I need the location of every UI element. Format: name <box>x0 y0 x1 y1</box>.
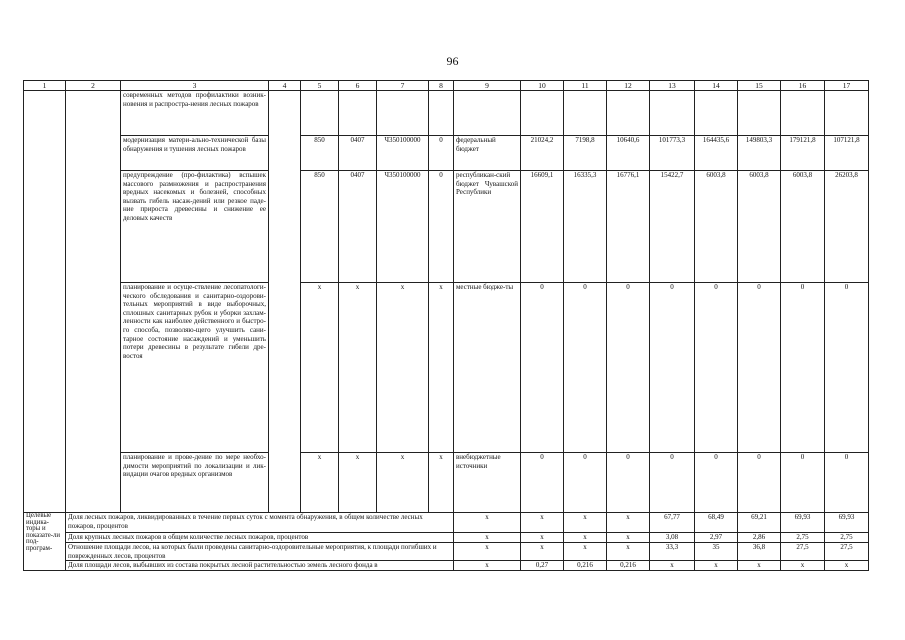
header-cell: 6 <box>339 81 377 91</box>
indicator-value: 0,216 <box>564 561 607 571</box>
source-cell: федеральный бюджет <box>454 136 521 171</box>
indicator-value: x <box>738 561 781 571</box>
indicator-value: x <box>521 533 564 543</box>
source-cell: местные бюдже-ты <box>454 283 521 453</box>
value-cell: 10640,6 <box>607 136 650 171</box>
indicator-value: 69,93 <box>781 513 825 533</box>
indicator-value: 0,27 <box>521 561 564 571</box>
indicator-value: 2,75 <box>781 533 825 543</box>
value-cell <box>695 91 738 136</box>
value-cell <box>564 91 607 136</box>
value-cell: 15422,7 <box>650 171 695 283</box>
indicator-value: x <box>564 513 607 533</box>
indicator-text: Отношение площади лесов, на которых были проведены санитарно-оздоровительные мероприятия, к площади погибших и поврежденных лесов, процентов <box>66 543 454 561</box>
empty-cell <box>269 91 301 513</box>
value-cell: 0 <box>607 283 650 453</box>
grbs-cell: x <box>301 283 339 453</box>
value-cell: 6003,8 <box>695 171 738 283</box>
indicator-text: Доля площади лесов, выбывших из состава покрытых лесной растительностью земель лесного фонда в <box>66 561 454 571</box>
header-cell: 5 <box>301 81 339 91</box>
indicator-row <box>24 513 869 533</box>
indicator-value: x <box>781 561 825 571</box>
table-row <box>24 283 869 453</box>
indicator-row <box>24 533 869 543</box>
csr-cell: Ч350100000 <box>377 171 429 283</box>
indicator-value: x <box>454 513 521 533</box>
rzpr-cell: 0407 <box>339 136 377 171</box>
header-cell: 14 <box>695 81 738 91</box>
indicator-value: 35 <box>695 543 738 561</box>
csr-cell: x <box>377 283 429 453</box>
measure-cell: модернизация матери-ально-технической базы обнаружения и тушения лесных пожаров <box>121 136 269 171</box>
header-cell: 1 <box>24 81 66 91</box>
value-cell: 0 <box>695 453 738 513</box>
header-cell: 4 <box>269 81 301 91</box>
indicator-value: x <box>564 533 607 543</box>
value-cell: 0 <box>781 283 825 453</box>
indicator-value: x <box>454 533 521 543</box>
value-cell: 16335,3 <box>564 171 607 283</box>
value-cell: 0 <box>825 283 869 453</box>
header-cell: 13 <box>650 81 695 91</box>
grbs-cell: 850 <box>301 136 339 171</box>
header-cell: 16 <box>781 81 825 91</box>
indicator-value: x <box>695 561 738 571</box>
value-cell: 164435,6 <box>695 136 738 171</box>
value-cell <box>607 91 650 136</box>
rzpr-cell: x <box>339 453 377 513</box>
indicator-value: 0,216 <box>607 561 650 571</box>
header-cell: 2 <box>66 81 121 91</box>
vr-cell: x <box>429 453 454 513</box>
value-cell <box>825 91 869 136</box>
value-cell: 179121,8 <box>781 136 825 171</box>
page-number: 96 <box>446 54 459 68</box>
header-cell: 3 <box>121 81 269 91</box>
measure-cell: современных методов профилактики возник-новения и распростра-нения лесных пожаров <box>121 91 269 136</box>
value-cell: 0 <box>738 453 781 513</box>
header-cell: 12 <box>607 81 650 91</box>
header-cell: 9 <box>454 81 521 91</box>
table-row <box>24 91 869 136</box>
table-row <box>24 171 869 283</box>
indicator-value: 2,97 <box>695 533 738 543</box>
value-cell <box>521 91 564 136</box>
header-cell: 15 <box>738 81 781 91</box>
indicator-value: x <box>454 561 521 571</box>
indicator-value: 68,49 <box>695 513 738 533</box>
indicator-text: Доля лесных пожаров, ликвидированных в течение первых суток с момента обнаружения, в общем количестве лесных пожаров, процентов <box>66 513 454 533</box>
indicator-value: x <box>607 533 650 543</box>
value-cell: 0 <box>521 283 564 453</box>
measure-cell: планирование и прове-дение по мере необхо-димости мероприятий по локализации и лик-видации очагов вредных организмов <box>121 453 269 513</box>
grbs-cell: 850 <box>301 171 339 283</box>
header-cell: 7 <box>377 81 429 91</box>
value-cell: 0 <box>738 283 781 453</box>
value-cell: 0 <box>650 283 695 453</box>
indicator-value: 36,8 <box>738 543 781 561</box>
header-row <box>24 81 869 91</box>
indicator-value: 3,08 <box>650 533 695 543</box>
indicator-value: 27,5 <box>825 543 869 561</box>
value-cell: 0 <box>564 283 607 453</box>
value-cell <box>781 91 825 136</box>
indicator-row <box>24 543 869 561</box>
value-cell <box>650 91 695 136</box>
value-cell: 149803,3 <box>738 136 781 171</box>
indicator-value: x <box>564 543 607 561</box>
indicator-row <box>24 561 869 571</box>
value-cell: 0 <box>521 453 564 513</box>
value-cell: 16609,1 <box>521 171 564 283</box>
csr-cell: x <box>377 453 429 513</box>
measure-cell: предупреждение (про-филактика) вспышек массового размножения и распространения вредных насекомых и болезней, способных вызвать гибель насаж-дений или резкое паде-ние прироста древесины и снижение ее деловых качеств <box>121 171 269 283</box>
indicator-value: x <box>521 513 564 533</box>
indicator-text: Доля крупных лесных пожаров в общем количестве лесных пожаров, процентов <box>66 533 454 543</box>
measure-cell: планирование и осуще-ствление лесопатологи-ческого обследования и санитарно-оздорови-тельных мероприятий в виде выборочных, сплошных санитарных рубок и уборки захлам-ленности как наиболее действенного и быстро-го способа, позволяю-щего улучшить сани-тарное состояние насаждений и уменьшить потери древесины в результате гибели дре-востоя <box>121 283 269 453</box>
source-cell: внебюджетные источники <box>454 453 521 513</box>
indicator-value: 27,5 <box>781 543 825 561</box>
grbs-cell <box>301 91 339 136</box>
indicator-value: 2,75 <box>825 533 869 543</box>
indicator-value: x <box>825 561 869 571</box>
value-cell: 0 <box>695 283 738 453</box>
vr-cell: x <box>429 283 454 453</box>
rzpr-cell <box>339 91 377 136</box>
value-cell: 7198,8 <box>564 136 607 171</box>
value-cell <box>738 91 781 136</box>
value-cell: 6003,8 <box>738 171 781 283</box>
value-cell: 0 <box>650 453 695 513</box>
value-cell: 107121,8 <box>825 136 869 171</box>
value-cell: 0 <box>825 453 869 513</box>
value-cell: 21024,2 <box>521 136 564 171</box>
csr-cell <box>377 91 429 136</box>
csr-cell: Ч350100000 <box>377 136 429 171</box>
value-cell: 26203,8 <box>825 171 869 283</box>
indicator-value: x <box>521 543 564 561</box>
empty-cell <box>24 91 66 513</box>
indicator-value: x <box>650 561 695 571</box>
indicators-label: Целевые индика-торы и показате-ли под-програм- <box>24 513 66 571</box>
indicator-value: x <box>454 543 521 561</box>
vr-cell: 0 <box>429 171 454 283</box>
indicator-value: 67,77 <box>650 513 695 533</box>
indicator-value: 2,86 <box>738 533 781 543</box>
indicator-value: 69,21 <box>738 513 781 533</box>
table-row <box>24 453 869 513</box>
value-cell: 0 <box>781 453 825 513</box>
rzpr-cell: x <box>339 283 377 453</box>
source-cell <box>454 91 521 136</box>
header-cell: 8 <box>429 81 454 91</box>
value-cell: 6003,8 <box>781 171 825 283</box>
header-cell: 10 <box>521 81 564 91</box>
header-cell: 17 <box>825 81 869 91</box>
value-cell: 0 <box>607 453 650 513</box>
vr-cell: 0 <box>429 136 454 171</box>
grbs-cell: x <box>301 453 339 513</box>
value-cell: 101773,3 <box>650 136 695 171</box>
program-table <box>23 80 869 571</box>
value-cell: 16776,1 <box>607 171 650 283</box>
header-cell: 11 <box>564 81 607 91</box>
vr-cell <box>429 91 454 136</box>
source-cell: республикан-ский бюджет Чувашской Республики <box>454 171 521 283</box>
indicator-value: 69,93 <box>825 513 869 533</box>
empty-cell <box>66 91 121 513</box>
rzpr-cell: 0407 <box>339 171 377 283</box>
value-cell: 0 <box>564 453 607 513</box>
table-row <box>24 136 869 171</box>
indicator-value: x <box>607 513 650 533</box>
indicator-value: 33,3 <box>650 543 695 561</box>
indicator-value: x <box>607 543 650 561</box>
